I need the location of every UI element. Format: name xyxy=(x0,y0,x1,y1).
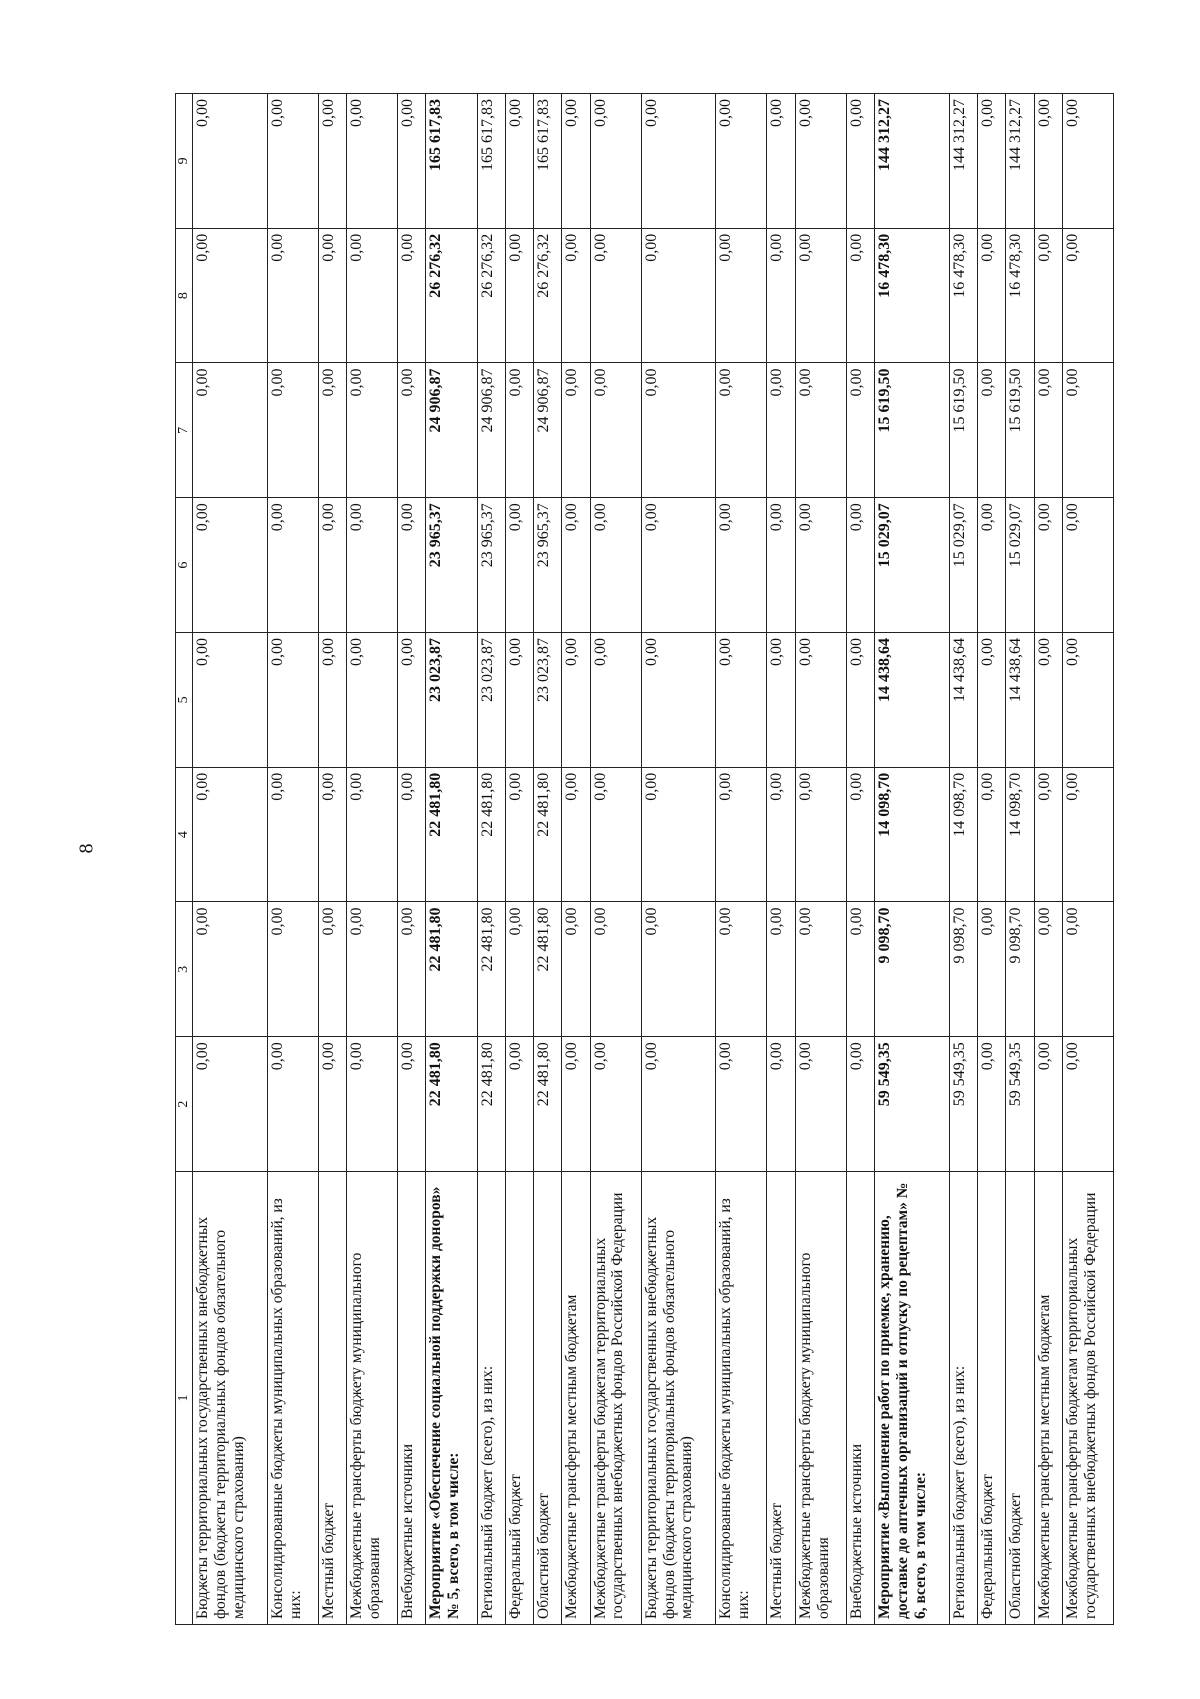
value-cell: 0,00 xyxy=(641,228,716,363)
value-cell: 22 481,80 xyxy=(534,1037,562,1172)
table-row xyxy=(1006,94,1034,1625)
table-row xyxy=(767,94,795,1625)
value-cell: 22 481,80 xyxy=(534,902,562,1037)
value-cell: 0,00 xyxy=(641,1037,716,1172)
value-cell: 165 617,83 xyxy=(534,94,562,229)
value-cell: 0,00 xyxy=(505,94,533,229)
value-cell: 22 481,80 xyxy=(534,767,562,902)
table-row xyxy=(477,94,505,1625)
table-row xyxy=(426,94,477,1625)
value-cell: 14 438,64 xyxy=(1006,633,1034,768)
table-row xyxy=(949,94,977,1625)
table-row xyxy=(193,94,268,1625)
row-label: Мероприятие «Выполнение работ по приемке, хранению, доставке до аптечных организаций и отпуску по рецептам» № 6, всего, в том числе: xyxy=(875,1172,950,1625)
value-cell: 0,00 xyxy=(505,228,533,363)
value-cell: 0,00 xyxy=(398,1037,426,1172)
value-cell: 0,00 xyxy=(846,767,874,902)
value-cell: 0,00 xyxy=(505,767,533,902)
table-row xyxy=(562,94,590,1625)
value-cell: 26 276,32 xyxy=(477,228,505,363)
value-cell: 0,00 xyxy=(767,1037,795,1172)
value-cell: 144 312,27 xyxy=(949,94,977,229)
value-cell: 0,00 xyxy=(590,902,641,1037)
value-cell: 0,00 xyxy=(641,767,716,902)
value-cell: 0,00 xyxy=(716,767,767,902)
value-cell: 0,00 xyxy=(716,1037,767,1172)
value-cell: 0,00 xyxy=(716,902,767,1037)
value-cell: 0,00 xyxy=(795,902,846,1037)
value-cell: 0,00 xyxy=(193,94,268,229)
value-cell: 0,00 xyxy=(795,498,846,633)
table-row xyxy=(590,94,641,1625)
value-cell: 0,00 xyxy=(318,767,346,902)
table-row xyxy=(534,94,562,1625)
value-cell: 0,00 xyxy=(767,633,795,768)
value-cell: 0,00 xyxy=(562,633,590,768)
value-cell: 0,00 xyxy=(977,633,1005,768)
value-cell: 0,00 xyxy=(267,767,318,902)
value-cell: 0,00 xyxy=(562,902,590,1037)
table-row xyxy=(846,94,874,1625)
value-cell: 0,00 xyxy=(641,633,716,768)
value-cell: 0,00 xyxy=(347,1037,398,1172)
value-cell: 0,00 xyxy=(590,767,641,902)
value-cell: 9 098,70 xyxy=(875,902,950,1037)
value-cell: 0,00 xyxy=(977,498,1005,633)
value-cell: 0,00 xyxy=(716,94,767,229)
value-cell: 14 438,64 xyxy=(949,633,977,768)
row-label: Местный бюджет xyxy=(767,1172,795,1625)
header-row xyxy=(176,94,193,1625)
value-cell: 0,00 xyxy=(267,1037,318,1172)
value-cell: 15 029,07 xyxy=(1006,498,1034,633)
value-cell: 22 481,80 xyxy=(477,902,505,1037)
value-cell: 0,00 xyxy=(795,94,846,229)
value-cell: 0,00 xyxy=(318,498,346,633)
value-cell: 0,00 xyxy=(716,498,767,633)
value-cell: 0,00 xyxy=(977,767,1005,902)
value-cell: 15 619,50 xyxy=(949,363,977,498)
row-label: Региональный бюджет (всего), из них: xyxy=(949,1172,977,1625)
row-label: Межбюджетные трансферты бюджетам территориальных государственных внебюджетных фондов Российской Федерации xyxy=(590,1172,641,1625)
value-cell: 0,00 xyxy=(641,363,716,498)
value-cell: 0,00 xyxy=(767,767,795,902)
row-label: Бюджеты территориальных государственных внебюджетных фондов (бюджеты территориальных фондов обязательного медицинского страхования) xyxy=(193,1172,268,1625)
value-cell: 0,00 xyxy=(1062,902,1113,1037)
row-label: Межбюджетные трансферты бюджету муниципального образования xyxy=(347,1172,398,1625)
value-cell: 0,00 xyxy=(193,498,268,633)
value-cell: 0,00 xyxy=(716,228,767,363)
value-cell: 0,00 xyxy=(193,902,268,1037)
value-cell: 16 478,30 xyxy=(1006,228,1034,363)
row-label: Региональный бюджет (всего), из них: xyxy=(477,1172,505,1625)
table-row xyxy=(641,94,716,1625)
value-cell: 0,00 xyxy=(977,94,1005,229)
column-header-5: 5 xyxy=(176,633,193,768)
value-cell: 0,00 xyxy=(193,363,268,498)
value-cell: 0,00 xyxy=(398,363,426,498)
value-cell: 0,00 xyxy=(318,902,346,1037)
value-cell: 0,00 xyxy=(267,902,318,1037)
value-cell: 0,00 xyxy=(590,228,641,363)
value-cell: 14 098,70 xyxy=(949,767,977,902)
value-cell: 23 023,87 xyxy=(534,633,562,768)
table-row xyxy=(398,94,426,1625)
value-cell: 22 481,80 xyxy=(426,1037,477,1172)
value-cell: 0,00 xyxy=(398,228,426,363)
value-cell: 16 478,30 xyxy=(875,228,950,363)
value-cell: 0,00 xyxy=(795,228,846,363)
value-cell: 0,00 xyxy=(846,228,874,363)
value-cell: 0,00 xyxy=(641,902,716,1037)
value-cell: 0,00 xyxy=(398,498,426,633)
value-cell: 0,00 xyxy=(716,633,767,768)
table-row xyxy=(875,94,950,1625)
value-cell: 15 619,50 xyxy=(1006,363,1034,498)
value-cell: 23 023,87 xyxy=(426,633,477,768)
value-cell: 0,00 xyxy=(193,228,268,363)
value-cell: 144 312,27 xyxy=(1006,94,1034,229)
value-cell: 0,00 xyxy=(1034,363,1062,498)
value-cell: 0,00 xyxy=(347,902,398,1037)
value-cell: 0,00 xyxy=(977,1037,1005,1172)
value-cell: 15 029,07 xyxy=(949,498,977,633)
value-cell: 0,00 xyxy=(267,498,318,633)
value-cell: 0,00 xyxy=(1034,902,1062,1037)
value-cell: 23 965,37 xyxy=(534,498,562,633)
value-cell: 9 098,70 xyxy=(949,902,977,1037)
column-header-1: 1 xyxy=(176,1172,193,1625)
value-cell: 0,00 xyxy=(716,363,767,498)
row-label: Межбюджетные трансферты местным бюджетам xyxy=(1034,1172,1062,1625)
value-cell: 0,00 xyxy=(193,633,268,768)
value-cell: 0,00 xyxy=(1062,767,1113,902)
value-cell: 0,00 xyxy=(795,363,846,498)
value-cell: 0,00 xyxy=(1034,94,1062,229)
value-cell: 0,00 xyxy=(193,1037,268,1172)
table-row xyxy=(1034,94,1062,1625)
value-cell: 0,00 xyxy=(767,94,795,229)
value-cell: 0,00 xyxy=(641,498,716,633)
value-cell: 0,00 xyxy=(846,498,874,633)
value-cell: 14 098,70 xyxy=(1006,767,1034,902)
value-cell: 0,00 xyxy=(590,1037,641,1172)
value-cell: 0,00 xyxy=(767,228,795,363)
value-cell: 0,00 xyxy=(846,1037,874,1172)
row-label: Местный бюджет xyxy=(318,1172,346,1625)
value-cell: 165 617,83 xyxy=(426,94,477,229)
value-cell: 24 906,87 xyxy=(426,363,477,498)
row-label: Межбюджетные трансферты бюджетам территориальных государственных внебюджетных фондов Российской Федерации xyxy=(1062,1172,1113,1625)
row-label: Консолидированные бюджеты муниципальных образований, из них: xyxy=(716,1172,767,1625)
value-cell: 0,00 xyxy=(562,767,590,902)
value-cell: 23 965,37 xyxy=(426,498,477,633)
table-body xyxy=(193,94,1114,1625)
value-cell: 0,00 xyxy=(398,633,426,768)
column-header-9: 9 xyxy=(176,94,193,229)
value-cell: 0,00 xyxy=(1034,767,1062,902)
row-label: Внебюджетные источники xyxy=(398,1172,426,1625)
row-label: Межбюджетные трансферты местным бюджетам xyxy=(562,1172,590,1625)
value-cell: 22 481,80 xyxy=(426,767,477,902)
value-cell: 59 549,35 xyxy=(949,1037,977,1172)
value-cell: 0,00 xyxy=(347,498,398,633)
value-cell: 0,00 xyxy=(1034,228,1062,363)
value-cell: 24 906,87 xyxy=(534,363,562,498)
value-cell: 15 619,50 xyxy=(875,363,950,498)
value-cell: 0,00 xyxy=(562,363,590,498)
value-cell: 0,00 xyxy=(318,633,346,768)
value-cell: 59 549,35 xyxy=(1006,1037,1034,1172)
value-cell: 26 276,32 xyxy=(426,228,477,363)
value-cell: 0,00 xyxy=(193,767,268,902)
column-header-7: 7 xyxy=(176,363,193,498)
column-header-8: 8 xyxy=(176,228,193,363)
value-cell: 9 098,70 xyxy=(1006,902,1034,1037)
value-cell: 0,00 xyxy=(767,363,795,498)
table-row xyxy=(318,94,346,1625)
table-row xyxy=(1062,94,1113,1625)
value-cell: 24 906,87 xyxy=(477,363,505,498)
value-cell: 0,00 xyxy=(590,94,641,229)
value-cell: 0,00 xyxy=(795,1037,846,1172)
value-cell: 14 438,64 xyxy=(875,633,950,768)
value-cell: 16 478,30 xyxy=(949,228,977,363)
table-row xyxy=(977,94,1005,1625)
column-header-4: 4 xyxy=(176,767,193,902)
table-row xyxy=(347,94,398,1625)
value-cell: 15 029,07 xyxy=(875,498,950,633)
value-cell: 0,00 xyxy=(562,94,590,229)
value-cell: 0,00 xyxy=(590,633,641,768)
value-cell: 0,00 xyxy=(505,498,533,633)
value-cell: 0,00 xyxy=(318,94,346,229)
value-cell: 0,00 xyxy=(795,633,846,768)
value-cell: 0,00 xyxy=(1034,633,1062,768)
row-label: Межбюджетные трансферты бюджету муниципального образования xyxy=(795,1172,846,1625)
page-number: 8 xyxy=(75,843,98,854)
value-cell: 0,00 xyxy=(562,1037,590,1172)
value-cell: 0,00 xyxy=(267,363,318,498)
row-label: Федеральный бюджет xyxy=(505,1172,533,1625)
value-cell: 144 312,27 xyxy=(875,94,950,229)
value-cell: 0,00 xyxy=(846,902,874,1037)
value-cell: 0,00 xyxy=(505,633,533,768)
value-cell: 0,00 xyxy=(767,902,795,1037)
value-cell: 0,00 xyxy=(398,767,426,902)
value-cell: 165 617,83 xyxy=(477,94,505,229)
row-label: Мероприятие «Обеспечение социальной поддержки доноров» № 5, всего, в том числе: xyxy=(426,1172,477,1625)
value-cell: 22 481,80 xyxy=(477,1037,505,1172)
value-cell: 0,00 xyxy=(398,902,426,1037)
value-cell: 0,00 xyxy=(641,94,716,229)
value-cell: 0,00 xyxy=(347,228,398,363)
value-cell: 0,00 xyxy=(505,902,533,1037)
value-cell: 0,00 xyxy=(977,902,1005,1037)
value-cell: 0,00 xyxy=(347,767,398,902)
column-header-2: 2 xyxy=(176,1037,193,1172)
row-label: Внебюджетные источники xyxy=(846,1172,874,1625)
value-cell: 14 098,70 xyxy=(875,767,950,902)
value-cell: 22 481,80 xyxy=(426,902,477,1037)
value-cell: 0,00 xyxy=(505,1037,533,1172)
value-cell: 0,00 xyxy=(347,363,398,498)
value-cell: 0,00 xyxy=(318,363,346,498)
column-header-6: 6 xyxy=(176,498,193,633)
value-cell: 0,00 xyxy=(1062,228,1113,363)
rotated-table-sheet xyxy=(175,94,1114,1625)
value-cell: 0,00 xyxy=(846,363,874,498)
column-header-3: 3 xyxy=(176,902,193,1037)
row-label: Областной бюджет xyxy=(1006,1172,1034,1625)
value-cell: 0,00 xyxy=(1062,363,1113,498)
value-cell: 23 965,37 xyxy=(477,498,505,633)
value-cell: 23 023,87 xyxy=(477,633,505,768)
value-cell: 0,00 xyxy=(846,633,874,768)
row-label: Бюджеты территориальных государственных внебюджетных фондов (бюджеты территориальных фондов обязательного медицинского страхования) xyxy=(641,1172,716,1625)
value-cell: 0,00 xyxy=(977,228,1005,363)
value-cell: 0,00 xyxy=(267,228,318,363)
value-cell: 26 276,32 xyxy=(534,228,562,363)
value-cell: 0,00 xyxy=(795,767,846,902)
row-label: Консолидированные бюджеты муниципальных образований, из них: xyxy=(267,1172,318,1625)
value-cell: 0,00 xyxy=(1062,498,1113,633)
value-cell: 0,00 xyxy=(398,94,426,229)
value-cell: 0,00 xyxy=(267,633,318,768)
value-cell: 0,00 xyxy=(505,363,533,498)
table-row xyxy=(716,94,767,1625)
value-cell: 0,00 xyxy=(1062,633,1113,768)
row-label: Областной бюджет xyxy=(534,1172,562,1625)
value-cell: 0,00 xyxy=(977,363,1005,498)
value-cell: 0,00 xyxy=(590,498,641,633)
value-cell: 0,00 xyxy=(562,498,590,633)
value-cell: 0,00 xyxy=(347,94,398,229)
row-label: Федеральный бюджет xyxy=(977,1172,1005,1625)
table-row xyxy=(505,94,533,1625)
value-cell: 0,00 xyxy=(1034,498,1062,633)
value-cell: 0,00 xyxy=(1034,1037,1062,1172)
value-cell: 0,00 xyxy=(267,94,318,229)
value-cell: 22 481,80 xyxy=(477,767,505,902)
value-cell: 0,00 xyxy=(846,94,874,229)
table-row xyxy=(795,94,846,1625)
budget-table xyxy=(175,93,1114,1625)
value-cell: 0,00 xyxy=(1062,1037,1113,1172)
value-cell: 0,00 xyxy=(318,228,346,363)
value-cell: 59 549,35 xyxy=(875,1037,950,1172)
value-cell: 0,00 xyxy=(767,498,795,633)
value-cell: 0,00 xyxy=(318,1037,346,1172)
value-cell: 0,00 xyxy=(347,633,398,768)
value-cell: 0,00 xyxy=(590,363,641,498)
value-cell: 0,00 xyxy=(1062,94,1113,229)
table-row xyxy=(267,94,318,1625)
value-cell: 0,00 xyxy=(562,228,590,363)
